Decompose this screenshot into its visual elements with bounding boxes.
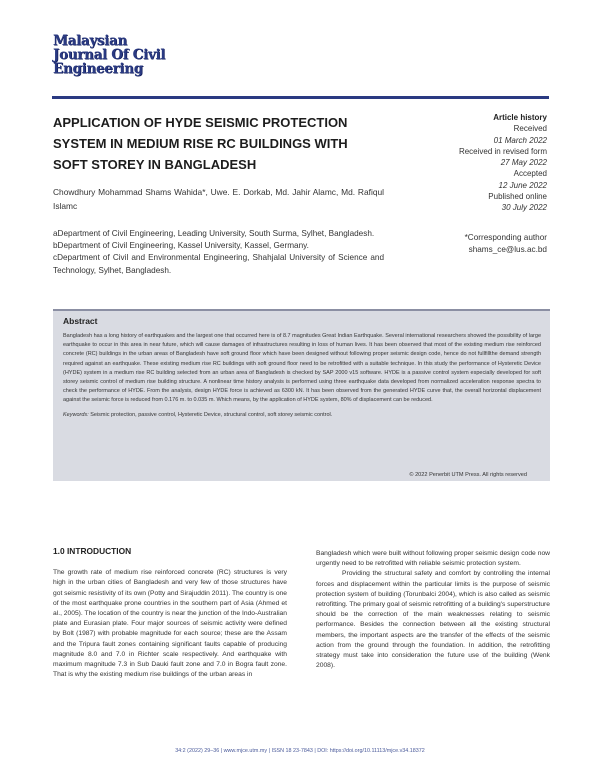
page-footer: 34:2 (2022) 29–36 | www.mjce.utm.my | ISSN 18 23-7843 | DOI: https://doi.org/10.11113/mjce.v34.18372 bbox=[175, 748, 425, 754]
article-history bbox=[387, 112, 547, 214]
revised-label: Received in revised form bbox=[458, 146, 547, 156]
accepted-date: 12 June 2022 bbox=[498, 180, 547, 190]
abstract-text: Bangladesh has a long history of earthquakes and the largest one that occurred here is of 8.7 magnitudes Great Indian Earthquake. Several international researchers showed the possibility of large earthquake to occur in this area in near future, which will cause damages of infrastructures resulting in loss of human lives. It has been observed that most of the existing medium rise reinforced concrete (RC) buildings in the urban areas of Bangladesh have soft ground floor which have been designed without following proper seismic design code, hence do not fullfillthe demand strength required against an earthquake. These existing medium rise RC buildings with soft ground floor need to be retrofitted with a suitable technique. In this study the performance of Hysteretic Device (HYDE) system in a medium rise RC building selected from an urban area of Bangladesh is checked by SAP 2000 v15 software. HYDE is a passive control system especially developed for soft storey seismic control of medium rise building structure. A nonlinear time history analysis is performed using three earthquake data developed from normalized acceleration response spectra to check the performance of HYDE. From the analysis, design HYDE force is achieved as 6300 kN. It has been observed from the generated HYDE curve that, the overall horizontal displacement against the seismic force is reduced from 0.176 m. to 0.035 m. Which means, by the application of HYDE system, 80% of displacement can be reduced. bbox=[63, 333, 541, 404]
keywords bbox=[63, 411, 541, 420]
revised-date: 27 May 2022 bbox=[500, 158, 547, 168]
accepted-label: Accepted bbox=[513, 169, 547, 179]
affiliation-b: bDepartment of Civil Engineering, Kassel University, Kassel, Germany. bbox=[53, 241, 309, 251]
intro-paragraph-2: Providing the structural safety and comfort by controlling the internal forces and displacement within the particular limits is the purpose of seismic protection system of building (Torunbalci 2004), which is also called as seismic retrofitting. The primary goal of seismic retrofitting of a building's superstructure should be the correction of the main weaknesses relating to seismic performance. Besides the connection between all the existing structural members, the important aspects are the transfer of the effects of the seismic action from the ground through the foundation. In addition, the retrofitting strategy must take into consideration the future use of the building (Wenk 2008). bbox=[316, 570, 550, 670]
affiliation-c: cDepartment of Civil and Environmental Engineering, Shahjalal University of Science and Technology, Sylhet, Bangladesh. bbox=[53, 253, 384, 275]
journal-logo-line-1: Malaysian bbox=[53, 33, 128, 49]
affiliations bbox=[53, 228, 384, 277]
corresponding-label: *Corresponding author bbox=[464, 233, 547, 242]
affiliation-a: aDepartment of Civil Engineering, Leading University, South Surma, Sylhet, Bangladesh. bbox=[53, 229, 375, 238]
abstract-heading: Abstract bbox=[63, 316, 98, 326]
keywords-label: Keywords: bbox=[63, 411, 89, 418]
body-column-right bbox=[316, 549, 550, 671]
received-label: Received bbox=[513, 124, 547, 134]
author-list: Chowdhury Mohammad Shams Wahida*, Uwe. E. Dorkab, Md. Jahir Alamc, Md. Rafiqul Islamc bbox=[53, 187, 384, 211]
header-rule bbox=[52, 96, 549, 99]
corresponding-email[interactable]: shams_ce@lus.ac.bd bbox=[468, 245, 547, 254]
abstract-box bbox=[53, 309, 550, 481]
intro-paragraph-1: The growth rate of medium rise reinforced concrete (RC) structures is very high in the urban cities of Bangladesh and very few of those structures have got seismic resistivity of its own (Potty and Sirajuddin 2011). The country is one of the most earthquake prone countries in the southern part of Asia (Ahmed et al., 2005). The location of the country is near the junction of the Indo-Australian plate and Eurasian plate. Four major sources of seismic activity were defined by Bolt (1987) with probable magnitude for each source; these are the Assam and the Tripura fault zones containing significant faults capable of producing magnitude 8.0 and 7.0 in Richter scale respectively. And earthquake with maximum magnitude 7.3 in Sub Dauki fault zone and 7.0 in Bogra fault zone. That is why the existing medium rise buildings of the urban areas in bbox=[53, 569, 287, 679]
intro-paragraph-1-continued: Bangladesh which were built without following proper seismic design code now urgently need to be retrofitted with reliable seismic protection system. bbox=[316, 550, 550, 568]
article-history-heading: Article history bbox=[493, 113, 547, 122]
body-column-left bbox=[53, 546, 287, 680]
keywords-text: Seismic protection, passive control, Hysteretic Device, structural control, soft storey seismic control. bbox=[90, 411, 333, 418]
published-date: 30 July 2022 bbox=[501, 203, 547, 213]
received-date: 01 March 2022 bbox=[493, 135, 547, 145]
published-label: Published online bbox=[488, 192, 547, 202]
copyright-notice: © 2022 Penerbit UTM Press. All rights reserved bbox=[409, 472, 527, 478]
journal-logo bbox=[53, 34, 173, 76]
paper-title: APPLICATION OF HYDE SEISMIC PROTECTION SYSTEM IN MEDIUM RISE RC BUILDINGS WITH SOFT STOREY IN BANGLADESH bbox=[53, 115, 348, 172]
journal-logo-line-3: Engineering bbox=[53, 61, 143, 77]
section-heading-introduction: 1.0 INTRODUCTION bbox=[53, 546, 132, 556]
journal-logo-line-2: Journal Of Civil bbox=[53, 47, 166, 63]
corresponding-author bbox=[387, 232, 547, 256]
